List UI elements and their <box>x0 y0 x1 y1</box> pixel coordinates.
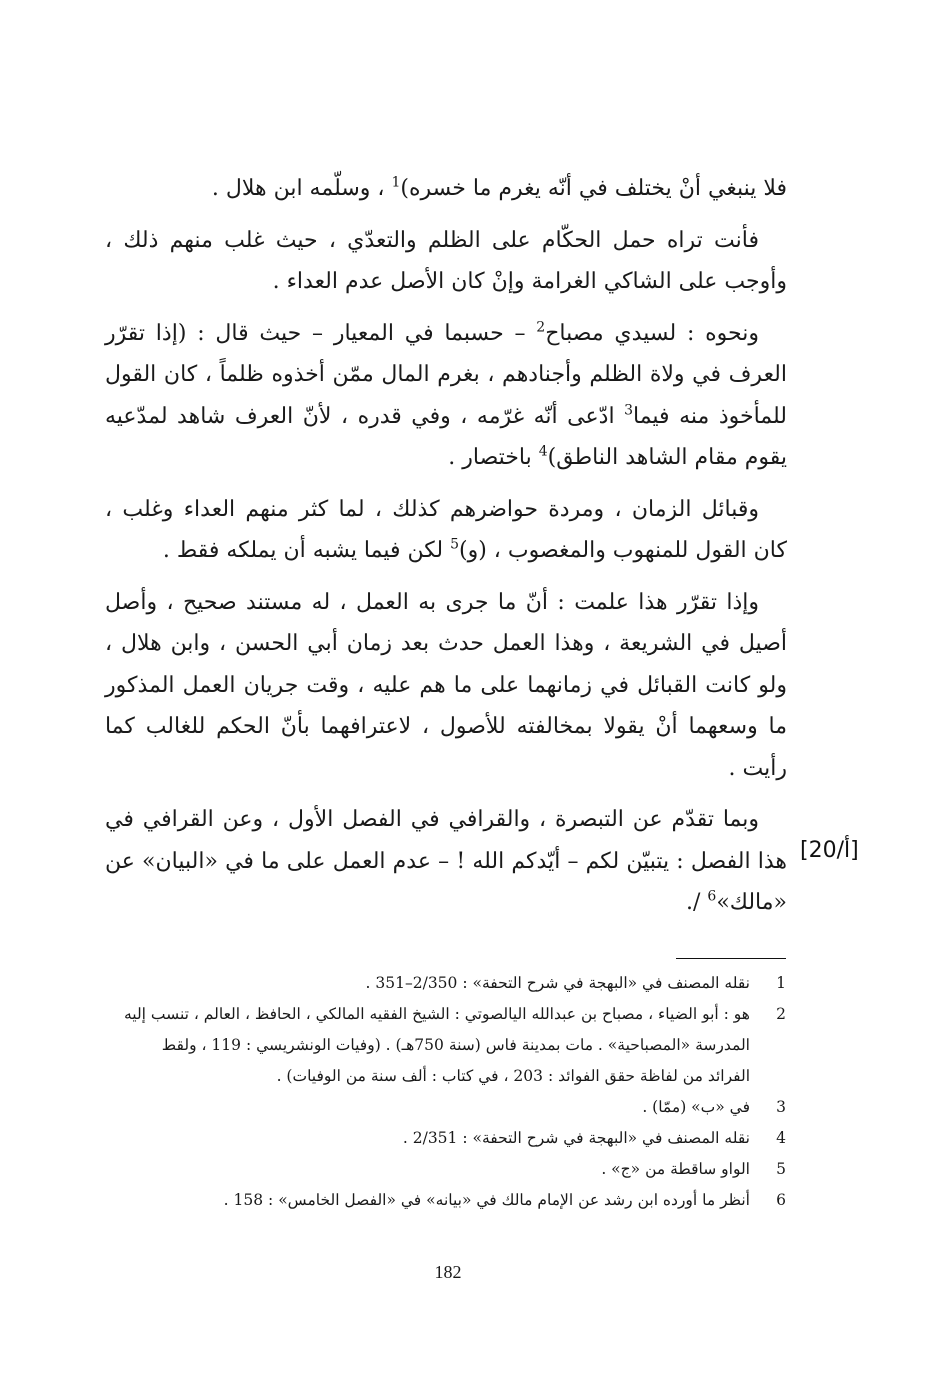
text-run: ادّعى أنّه غرّمه ، وفي قدره ، لأنّ العرف شاهد لمدّعيه يقوم مقام الشاهد الناطق) <box>105 403 787 470</box>
paragraph-6 <box>105 799 787 924</box>
footnote-number: 5 <box>776 1160 786 1178</box>
text-run: – حسبما في المعيار – حيث قال : (إذا تقرّر العرف في ولاة الظلم وأجنادهم ، بغرم المال ممّن أخذوه ظلماً ، كان القول للمأخوذ منه فيما <box>105 320 787 429</box>
footnote-number: 3 <box>776 1098 786 1116</box>
footnotes <box>120 968 786 1216</box>
footnote <box>120 999 786 1092</box>
text-run: ونحوه : لسيدي مصباح <box>545 320 759 346</box>
footnote-text: في «ب» (ممّا) . <box>642 1098 750 1116</box>
footnote <box>120 968 786 999</box>
footnote-number: 2 <box>776 1005 786 1023</box>
footnote <box>120 1123 786 1154</box>
folio-marker: [20/أ] <box>800 838 859 863</box>
text-run: /. <box>686 890 708 915</box>
page-number: 182 <box>434 1262 462 1282</box>
paragraph-5 <box>105 582 787 790</box>
footnote-reference: 1 <box>391 174 401 191</box>
footnote <box>120 1185 786 1216</box>
footnote-text: نقله المصنف في «البهجة في شرح التحفة» : 2/350–351 . <box>365 974 750 992</box>
paragraph-3 <box>105 313 787 479</box>
footnote-reference: 6 <box>707 888 717 905</box>
footnote-text: الواو ساقطة من «ج» . <box>601 1160 750 1178</box>
footnote <box>120 1092 786 1123</box>
text-run: فلا ينبغي أنْ يختلف في أنّه يغرم ما خسره) <box>400 176 787 201</box>
main-text <box>105 168 787 934</box>
footnote-text: هو : أبو الضياء ، مصباح بن عبدالله اليالصوتي : الشيخ الفقيه المالكي ، الحافظ ، العالم ، تنسب إليه المدرسة «المصباحية» . مات بمدينة فاس (سنة 750هـ) . (وفيات الونشريسي : 119 ، ولقط الفرائد من لفاظة حقق الفوائد : 203 ، في كتاب : ألف سنة من الوفيات) . <box>123 1005 750 1085</box>
footnote-number: 4 <box>776 1129 786 1147</box>
footnote <box>120 1154 786 1185</box>
footnote-number: 1 <box>776 974 786 992</box>
text-run: فأنت تراه حمل الحكّام على الظلم والتعدّي ، حيث غلب منهم ذلك ، وأوجب على الشاكي الغرامة وإنْ كان الأصل عدم العداء . <box>105 227 787 294</box>
text-run: وبما تقدّم عن التبصرة ، والقرافي في الفصل الأول ، وعن القرافي في هذا الفصل : يتبيّن لكم – أيّدكم الله ! – عدم العمل على ما في «البيان» عن «مالك» <box>105 807 787 915</box>
text-run: باختصار . <box>448 445 539 470</box>
footnote-reference: 4 <box>538 443 548 460</box>
footnote-reference: 2 <box>536 319 546 336</box>
paragraph-4 <box>105 489 787 572</box>
paragraph-2 <box>105 220 787 303</box>
text-run: ، وسلّمه ابن هلال . <box>211 176 392 201</box>
paragraph-1 <box>105 168 787 210</box>
text-run: وإذا تقرّر هذا علمت : أنّ ما جرى به العمل ، له مستند صحيح ، وأصل أصيل في الشريعة ، وهذا العمل حدث بعد زمان أبي الحسن ، وابن هلال ، ولو كانت القبائل في زمانهما على ما هم عليه ، وقت جريان العمل المذكور ما وسعهما أنْ يقولا بمخالفته للأصول ، لاعترافهما بأنّ الحكم للغالب كما رأيت . <box>105 589 787 781</box>
text-run: لكن فيما يشبه أن يملكه فقط . <box>162 538 451 563</box>
footnote-text: نقله المصنف في «البهجة في شرح التحفة» : 2/351 . <box>402 1129 750 1147</box>
footnote-separator <box>676 958 786 959</box>
footnote-reference: 3 <box>624 402 633 419</box>
footnote-reference: 5 <box>450 536 460 553</box>
text-run: وقبائل الزمان ، ومردة حواضرهم كذلك ، لما كثر منهم العداء وغلب ، كان القول للمنهوب والمغصوب ، (و) <box>105 496 787 563</box>
footnote-text: أنظر ما أورده ابن رشد عن الإمام مالك في «بيانه» في «الفصل الخامس» : 158 . <box>223 1191 750 1209</box>
footnote-number: 6 <box>776 1191 786 1209</box>
